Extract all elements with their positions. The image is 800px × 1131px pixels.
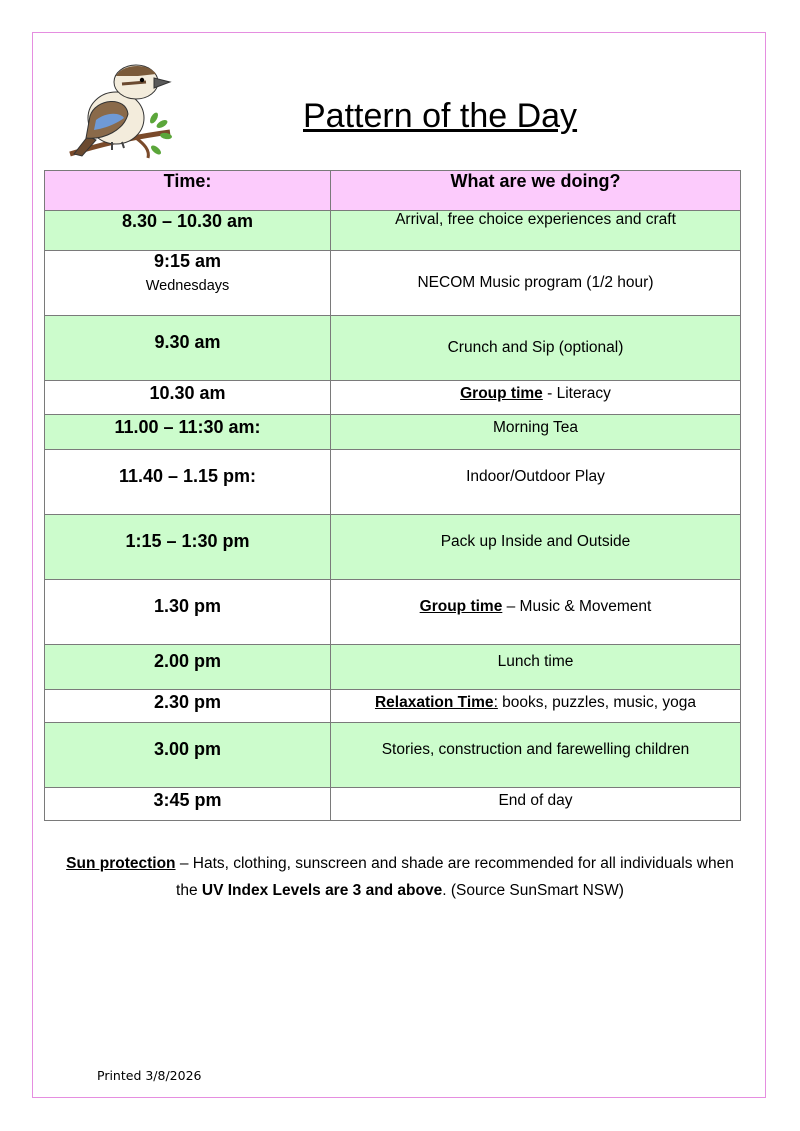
row-activity [331, 381, 741, 415]
row-activity-rest: – Music & Movement [502, 598, 652, 615]
row-activity-rest: books, puzzles, music, yoga [497, 694, 697, 711]
table-row [45, 690, 741, 723]
schedule-table [44, 170, 741, 821]
row-time-sub: Wednesdays [145, 278, 230, 294]
table-row [45, 316, 741, 381]
group-time-link-label: Group time [460, 385, 543, 402]
row-time: 1:15 – 1:30 pm [45, 515, 331, 580]
relaxation-time-label: Relaxation Time [374, 694, 494, 711]
row-time: 9.30 am [45, 316, 331, 381]
row-activity: Morning Tea [331, 415, 741, 450]
row-activity: Indoor/Outdoor Play [331, 450, 741, 515]
row-activity: Pack up Inside and Outside [331, 515, 741, 580]
row-time [45, 251, 331, 316]
table-row [45, 645, 741, 690]
row-time: 2.00 pm [45, 645, 331, 690]
row-time: 3:45 pm [45, 788, 331, 821]
row-time: 2.30 pm [45, 690, 331, 723]
row-activity: Crunch and Sip (optional) [331, 316, 741, 381]
uv-index-text: UV Index Levels are 3 and above [201, 882, 443, 899]
note-text-1: – Hats, clothing, sunscreen and shade are recommended for all individuals when the [175, 855, 734, 899]
row-activity: Arrival, free choice experiences and craft [331, 211, 741, 251]
table-row [45, 515, 741, 580]
table-row [45, 381, 741, 415]
note-text-2: . (Source SunSmart NSW) [442, 882, 624, 899]
table-row [45, 580, 741, 645]
row-time: 8.30 – 10.30 am [45, 211, 331, 251]
table-row [45, 723, 741, 788]
printed-date: Printed 3/8/2026 [97, 1068, 202, 1083]
table-row [45, 251, 741, 316]
page-title: Pattern of the Day [303, 97, 578, 135]
row-time: 1.30 pm [45, 580, 331, 645]
table-row [45, 788, 741, 821]
row-time: 10.30 am [45, 381, 331, 415]
row-activity: Lunch time [331, 645, 741, 690]
row-activity: End of day [331, 788, 741, 821]
activity-column-header: What are we doing? [331, 171, 741, 211]
row-activity: Stories, construction and farewelling children [331, 723, 741, 788]
table-row [45, 450, 741, 515]
row-activity [331, 690, 741, 723]
row-activity [331, 580, 741, 645]
row-time: 3.00 pm [45, 723, 331, 788]
relaxation-colon: : [493, 694, 498, 711]
group-time-label: Group time [419, 598, 503, 615]
kookaburra-icon [66, 58, 176, 162]
row-time-main: 9:15 am [153, 251, 222, 271]
sun-protection-label: Sun protection [66, 855, 176, 872]
row-time: 11.40 – 1.15 pm: [45, 450, 331, 515]
table-row [45, 415, 741, 450]
table-row [45, 211, 741, 251]
time-column-header: Time: [45, 171, 331, 211]
table-header-row [45, 171, 741, 211]
row-time: 11.00 – 11:30 am: [45, 415, 331, 450]
row-activity-rest: - Literacy [542, 385, 611, 402]
row-activity: NECOM Music program (1/2 hour) [331, 251, 741, 316]
sun-protection-note [60, 850, 740, 904]
